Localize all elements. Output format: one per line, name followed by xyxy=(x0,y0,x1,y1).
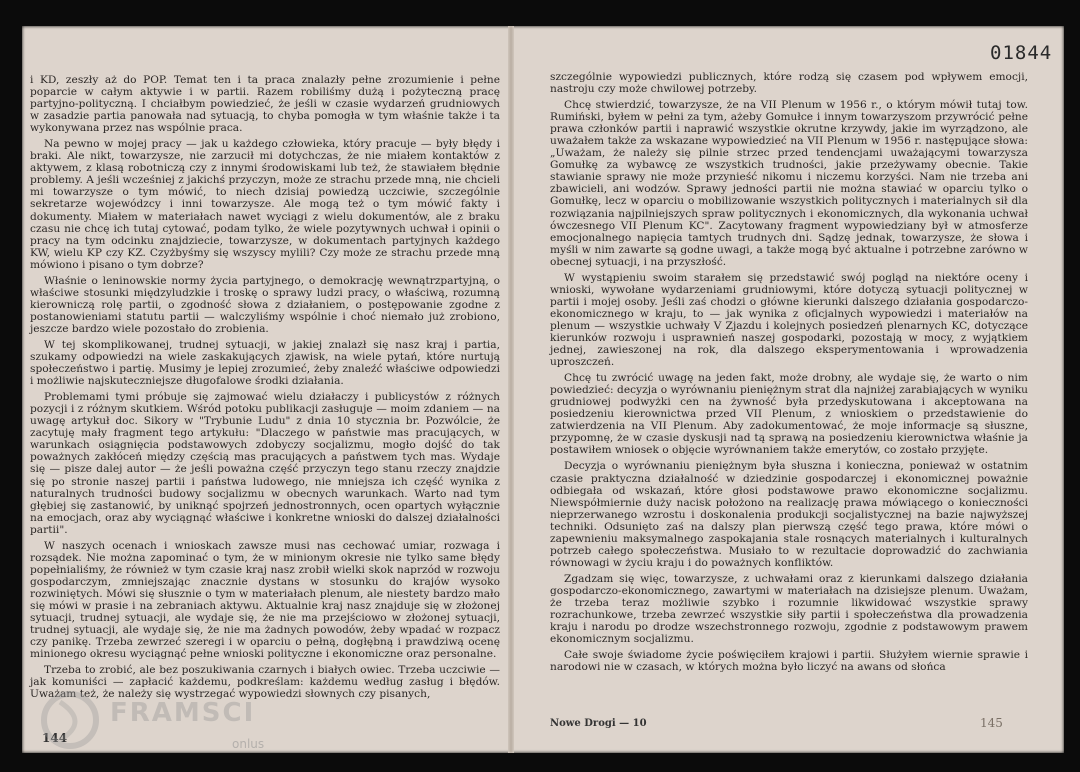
left-paragraph: Problemami tymi próbuje się zajmować wielu działaczy i publicystów z różnych pozycji i z różnym skutkiem. Wśród potoku publikacji zasługuje — moim zdaniem — na uwagę artykuł doc. Sikory w "Trybunie Ludu" z dnia 10 stycznia br. Pozwólcie, że zacytuję mały fragment tego artykułu: "Dlaczego w państwie mas pracujących, w warunkach osiągnięcia podstawowych zdobyczy socjalizmu, mogło dojść do tak poważnych zakłóceń między częścią mas pracujących a państwem tych mas. Wydaje się — pisze dalej autor — że jeśli poważna część przyczyn tego stanu rzeczy znajdzie się po stronie naszej partii i państwa ludowego, nie mniejsza ich część wynika z naturalnych trudności budowy socjalizmu w obecnych warunkach. Warto nad tym głębiej się zastanowić, by uniknąć spojrzeń jednostronnych, ocen opartych wyłącznie na emocjach, oraz aby wyciągnąć właściwe i konkretne wnioski do dalszej działalności partii". xyxy=(30,391,500,536)
left-page-text xyxy=(30,74,500,704)
watermark-subtext: onlus xyxy=(232,737,265,751)
book-spread xyxy=(22,26,1064,753)
left-paragraph: i KD, zeszły aż do POP. Temat ten i ta praca znalazły pełne zrozumienie i pełne poparcie w całym aktywie i w partii. Razem robiliśmy dużą i pożyteczną pracę partyjno-polityczną. I chciałbym powiedzieć, że jeśli w czasie wydarzeń grudniowych w zasadzie partia panowała nad sytuacją, to chyba pomogła w tym właśnie także i ta wykonywana przez nas wspólnie praca. xyxy=(30,74,500,135)
right-paragraph: W wystąpieniu swoim starałem się przedstawić swój pogląd na niektóre oceny i wnioski, wywołane wydarzeniami grudniowymi, które dotyczą sytuacji politycznej w partii i mojej osoby. Jeśli zaś chodzi o główne kierunki dalszego działania gospodarczo-ekonomicznego w kraju, to — jak wynika z oficjalnych wypowiedzi i materiałów na plenum — wszystkie uchwały V Zjazdu i kolejnych posiedzeń plenarnych KC, dotyczące kierunków rozwoju i usprawnień naszej gospodarki, pozostają w mocy, z wyjątkiem jednej, zawieszonej na rok, dla dalszego eksperymentowania i wprowadzenia uproszczeń. xyxy=(550,271,1028,369)
right-page-text xyxy=(550,71,1028,677)
left-paragraph: Trzeba to zrobić, ale bez poszukiwania czarnych i białych owiec. Trzeba uczciwie — jak komuniści — zapłacić każdemu, podkreślam: każdemu według zasług i błędów. Uważam też, że należy się wystrzegać wypowiedzi słownych czy pisanych, xyxy=(30,664,500,701)
right-paragraph: szczególnie wypowiedzi publicznych, które rodzą się czasem pod wpływem emocji, nastroju czy może chwilowej potrzeby. xyxy=(550,71,1028,96)
left-paragraph: Właśnie o leninowskie normy życia partyjnego, o demokrację wewnątrzpartyjną, o właściwe stosunki międzyludzkie i troskę o sprawy ludzi pracy, o właściwą, rozumną kierowniczą rolę partii, o zgodność słowa z działaniem, o postępowanie zgodne z postanowieniami statutu partii — walczyliśmy wspólnie i choć niemało już zrobiono, jeszcze bardzo wiele pozostało do zrobienia. xyxy=(30,274,500,335)
running-footer: Nowe Drogi — 10 xyxy=(550,718,647,729)
right-paragraph: Chcę tu zwrócić uwagę na jeden fakt, może drobny, ale wydaje się, że warto o nim powiedzieć: decyzja o wyrównaniu pieniężnym strat dla najniżej zarabiających w wyniku grudniowej podwyżki cen na żywność była przedyskutowana i akceptowana na posiedzeniu kierownictwa przed VII Plenum, z wnioskiem o przedstawienie do zatwierdzenia na VII Plenum. Aby zadokumentować, że moje informacje są słuszne, przypomnę, że w czasie dyskusji nad tą sprawą na posiedzeniu kierownictwa właśnie ja postawiłem wniosek o objęcie wyrównaniem także emerytów, co zostało przyjęte. xyxy=(550,372,1028,457)
left-paragraph: W naszych ocenach i wnioskach zawsze musi nas cechować umiar, rozwaga i rozsądek. Nie można zapominać o tym, że w minionym okresie nie tylko same błędy popełnialiśmy, że również w tym czasie kraj nasz zrobił wielki skok naprzód w rozwoju gospodarczym, zmniejszając znacznie dystans w stosunku do krajów wysoko rozwiniętych. Mówi się słusznie o tym w materiałach plenum, ale niestety bardzo mało się mówi w prasie i na zebraniach aktywu. Aktualnie kraj nasz znajduje się w złożonej sytuacji, trudnej sytuacji, ale wydaje się, że nie ma przejściowo w złożonej sytuacji, trudnej sytuacji, ale wydaje się, że nie ma żadnych powodów, żeby wpadać w rozpacz czy panikę. Trzeba zewrzeć szeregi i w oparciu o pełną, dogłębną i prawdziwą ocenę minionego okresu wyciągnąć pełne wnioski polityczne i ekonomiczne oraz personalne. xyxy=(30,539,500,661)
right-paragraph: Zgadzam się więc, towarzysze, z uchwałami oraz z kierunkami dalszego działania gospodarczo-ekonomicznego, zawartymi w materiałach na dzisiejsze plenum. Uważam, że trzeba teraz możliwie szybko i rozumnie likwidować wszystkie sprawy rozrachunkowe, trzeba zewrzeć wszystkie siły partii i społeczeństwa dla prowadzenia kraju i narodu po drodze wszechstronnego rozwoju, zgodnie z podstawowym prawem ekonomicznym socjalizmu. xyxy=(550,572,1028,646)
archive-number: 01844 xyxy=(990,42,1053,64)
left-paragraph: W tej skomplikowanej, trudnej sytuacji, w jakiej znalazł się nasz kraj i partia, szukamy odpowiedzi na wiele zaskakujących zjawisk, na wiele pytań, które nurtują społeczeństwo i partię. Musimy je lepiej zrozumieć, żeby znaleźć właściwe odpowiedzi i możliwie najskuteczniejsze długofalowe środki działania. xyxy=(30,338,500,388)
left-page xyxy=(22,26,510,753)
watermark-text: FRAMSCI xyxy=(110,698,256,728)
left-page-number: 144 xyxy=(42,731,68,745)
right-page-number: 145 xyxy=(980,716,1003,730)
right-paragraph: Decyzja o wyrównaniu pieniężnym była słuszna i konieczna, ponieważ w ostatnim czasie praktyczna działalność w dziedzinie gospodarczej i ekonomicznej poważnie odbiegała od wskazań, które głosi podstawowe prawo ekonomiczne socjalizmu. Niewspółmiernie duży nacisk położono na realizację prawa mówiącego o konieczności nieprzerwanego wzrostu i doskonalenia produkcji socjalistycznej na bazie najwyższej techniki. Odsunięto zaś na dalszy plan pierwszą część tego prawa, które mówi o zapewnieniu maksymalnego zaspokajania stale rosnących materialnych i kulturalnych potrzeb całego społeczeństwa. Musiało to w rezultacie doprowadzić do zachwiania równowagi w życiu kraju i do poważnych konfliktów. xyxy=(550,460,1028,569)
right-page xyxy=(512,26,1064,753)
right-paragraph: Całe swoje świadome życie poświęciłem krajowi i partii. Służyłem wiernie sprawie i narodowi nie w czasach, w których można było liczyć na awans od słońca xyxy=(550,649,1028,674)
left-paragraph: Na pewno w mojej pracy — jak u każdego człowieka, który pracuje — były błędy i braki. Ale nikt, towarzysze, nie zarzucił mi dotychczas, że nie miałem kontaktów z aktywem, z klasą robotniczą czy z innymi środowiskami lub też, że stawiałem błędnie problemy. A jeśli wcześniej z jakichś przyczyn, może ze strachu przede mną, nie chcieli mi towarzysze o tym mówić, to niech dzisiaj powiedzą uczciwie, szczególnie sekretarze wojewódzcy i inni towarzysze. Ale mogą też o tym mówić fakty i dokumenty. Miałem w materiałach nawet wyciągi z wielu dokumentów, ale z braku czasu nie chcę ich tutaj cytować, podam tylko, że wiele pozytywnych uchwał i opinii o pracy na tym odcinku znajdziecie, towarzysze, w dokumentach partyjnych każdego KW, wielu KP czy KZ. Czyżbyśmy się wszyscy mylili? Czy może ze strachu przede mną mówiono i pisano o tym dobrze? xyxy=(30,138,500,271)
right-paragraph: Chcę stwierdzić, towarzysze, że na VII Plenum w 1956 r., o którym mówił tutaj tow. Rumiński, byłem w pełni za tym, ażeby Gomułce i innym towarzyszom przywrócić pełne prawa członków partii i naprawić wszystkie okrutne krzywdy, jakie im wyrządzono, ale uważałem także za wskazane wypowiedzieć na VII Plenum w 1956 r. następujące słowa: „Uważam, że należy się pilnie strzec przed tendencjami uważającymi towarzysza Gomułkę za wybawcę ze wszystkich trudności, jakie przeżywamy obecnie. Takie stawianie sprawy nie może przynieść nikomu i niczemu korzyści. Nam nie trzeba ani zbawicieli, ani wodzów. Sprawy jedności partii nie można stawiać w oparciu tylko o Gomułkę, lecz w oparciu o mobilizowanie wszystkich politycznych i materialnych sił dla rozwiązania najpilniejszych spraw politycznych i ekonomicznych, dla wykonania uchwał ówczesnego VII Plenum KC". Zacytowany fragment wypowiedziany był w atmosferze emocjonalnego napięcia tamtych trudnych dni. Sądzę jednak, towarzysze, że słowa i myśli w nim zawarte są godne uwagi, a także mogą być aktualne i potrzebne zarówno w obecnej sytuacji, i na przyszłość. xyxy=(550,99,1028,268)
